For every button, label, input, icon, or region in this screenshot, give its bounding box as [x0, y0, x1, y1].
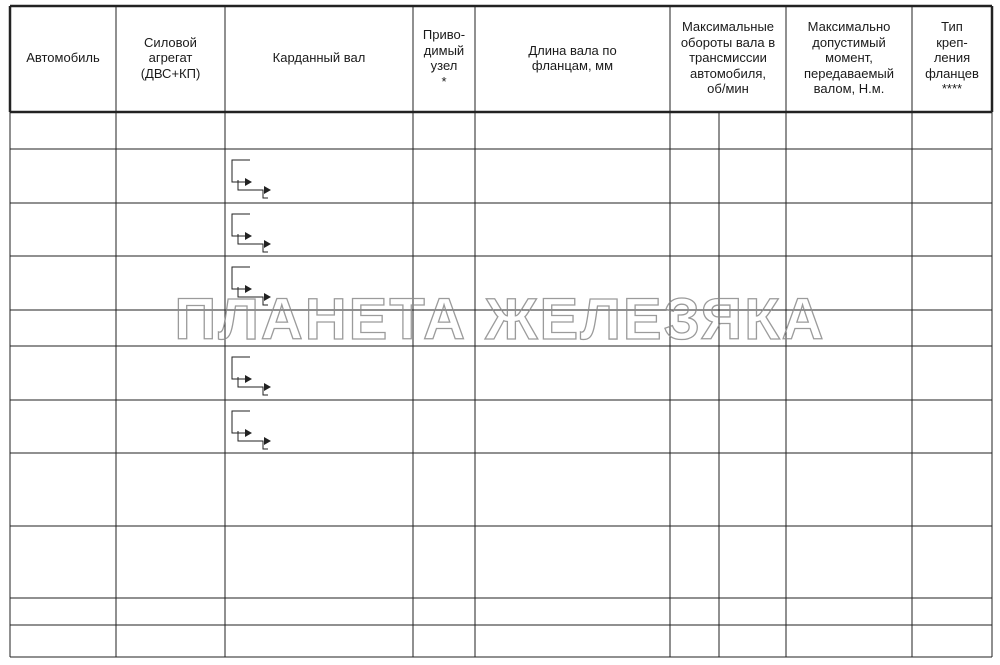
arrow-icon: [245, 375, 252, 383]
arrow-icon: [245, 178, 252, 186]
header-car: Автомобиль: [26, 50, 100, 66]
branch-bracket: [232, 411, 250, 433]
arrow-icon: [264, 186, 271, 194]
header-length: Длина вала по фланцам, мм: [528, 42, 617, 73]
header-max-torque: Максимально допустимый момент, передаваемый валом, Н.м.: [803, 19, 895, 97]
arrow-icon: [245, 232, 252, 240]
branch-bracket: [238, 377, 268, 395]
header-flange-type: Тип креп- ления фланцев ****: [925, 19, 979, 97]
arrow-icon: [264, 437, 271, 445]
branch-bracket: [232, 357, 250, 379]
header-max-rpm: Максимальные обороты вала в трансмиссии автомобиля, об/мин: [680, 19, 776, 97]
branch-bracket: [232, 160, 250, 182]
branch-bracket: [238, 431, 268, 449]
branch-bracket: [238, 234, 268, 252]
arrow-icon: [264, 240, 271, 248]
branch-bracket: [238, 180, 268, 198]
branch-bracket: [232, 214, 250, 236]
arrow-icon: [264, 383, 271, 391]
header-powertrain: Силовой агрегат (ДВС+КП): [140, 34, 201, 81]
header-shaft: Карданный вал: [272, 50, 366, 66]
watermark: ПЛАНЕТА ЖЕЛЕЗЯКА: [174, 287, 826, 352]
arrow-icon: [245, 429, 252, 437]
header-drive-unit: Приво- димый узел *: [422, 27, 466, 89]
